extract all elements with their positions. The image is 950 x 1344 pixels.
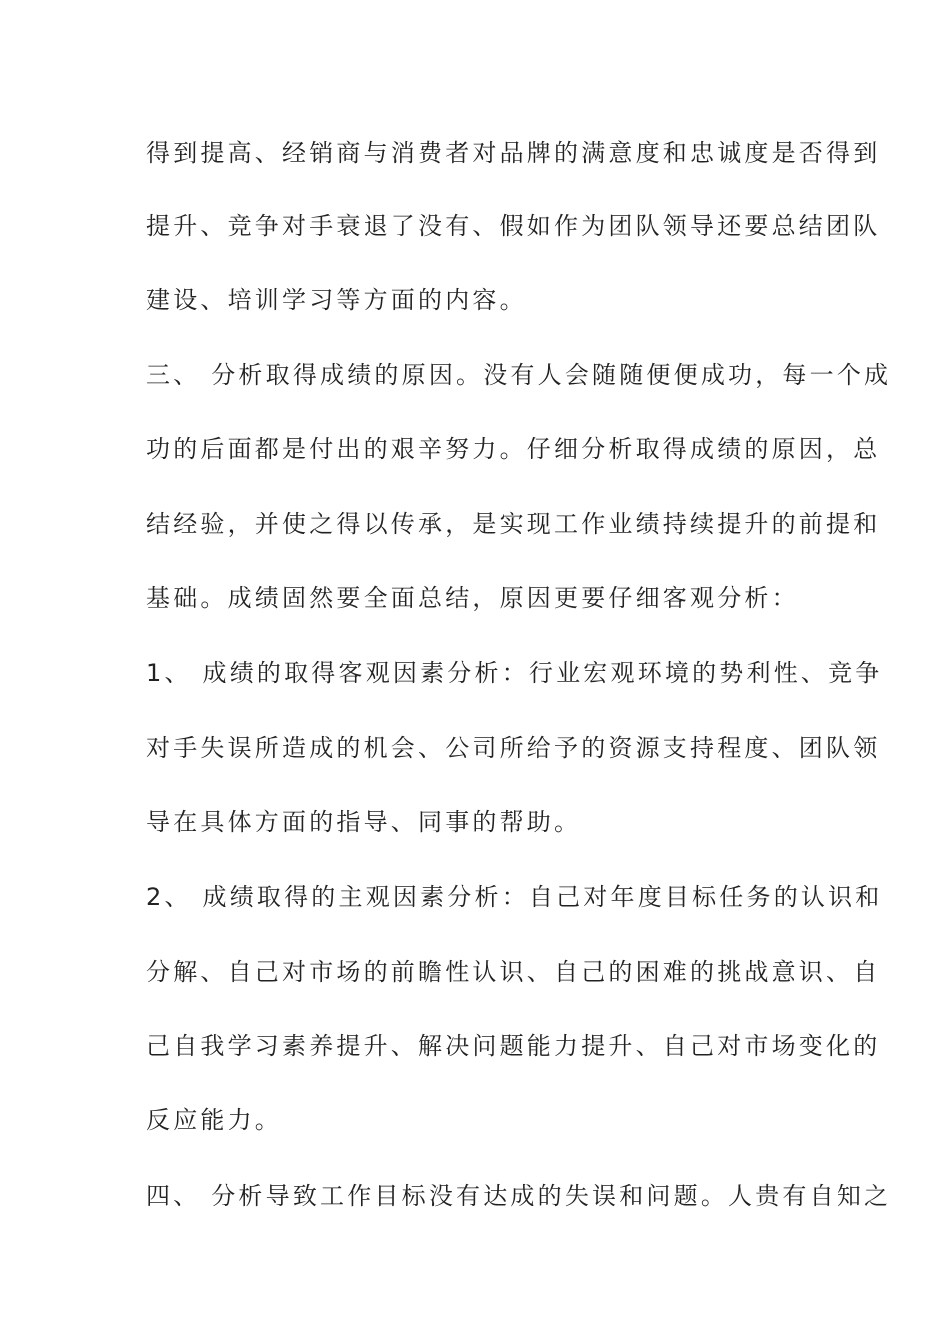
text-line: 得到提高、经销商与消费者对品牌的满意度和忠诚度是否得到 [146, 139, 881, 167]
section-heading-3: 三、 分析取得成绩的原因。没有人会随随便便成功，每一个成 [146, 361, 892, 389]
text-line: 分解、自己对市场的前瞻性认识、自己的困难的挑战意识、自 [146, 958, 881, 986]
text-line: 基础。成绩固然要全面总结，原因更要仔细客观分析： [146, 584, 799, 612]
text-line: 结经验，并使之得以传承，是实现工作业绩持续提升的前提和 [146, 510, 881, 538]
list-item-1: 1、 成绩的取得客观因素分析：行业宏观环境的势利性、竞争 [146, 659, 883, 687]
text-line: 对手失误所造成的机会、公司所给予的资源支持程度、团队领 [146, 734, 881, 762]
list-item-2: 2、 成绩取得的主观因素分析：自己对年度目标任务的认识和 [146, 883, 883, 911]
text-line: 导在具体方面的指导、同事的帮助。 [146, 808, 582, 836]
text-line: 己自我学习素养提升、解决问题能力提升、自己对市场变化的 [146, 1032, 881, 1060]
text-line: 提升、竞争对手衰退了没有、假如作为团队领导还要总结团队 [146, 212, 881, 240]
text-line: 反应能力。 [146, 1106, 282, 1134]
text-line: 功的后面都是付出的艰辛努力。仔细分析取得成绩的原因，总 [146, 435, 881, 463]
text-line: 建设、培训学习等方面的内容。 [146, 286, 527, 314]
section-heading-4: 四、 分析导致工作目标没有达成的失误和问题。人贵有自知之 [146, 1182, 892, 1210]
